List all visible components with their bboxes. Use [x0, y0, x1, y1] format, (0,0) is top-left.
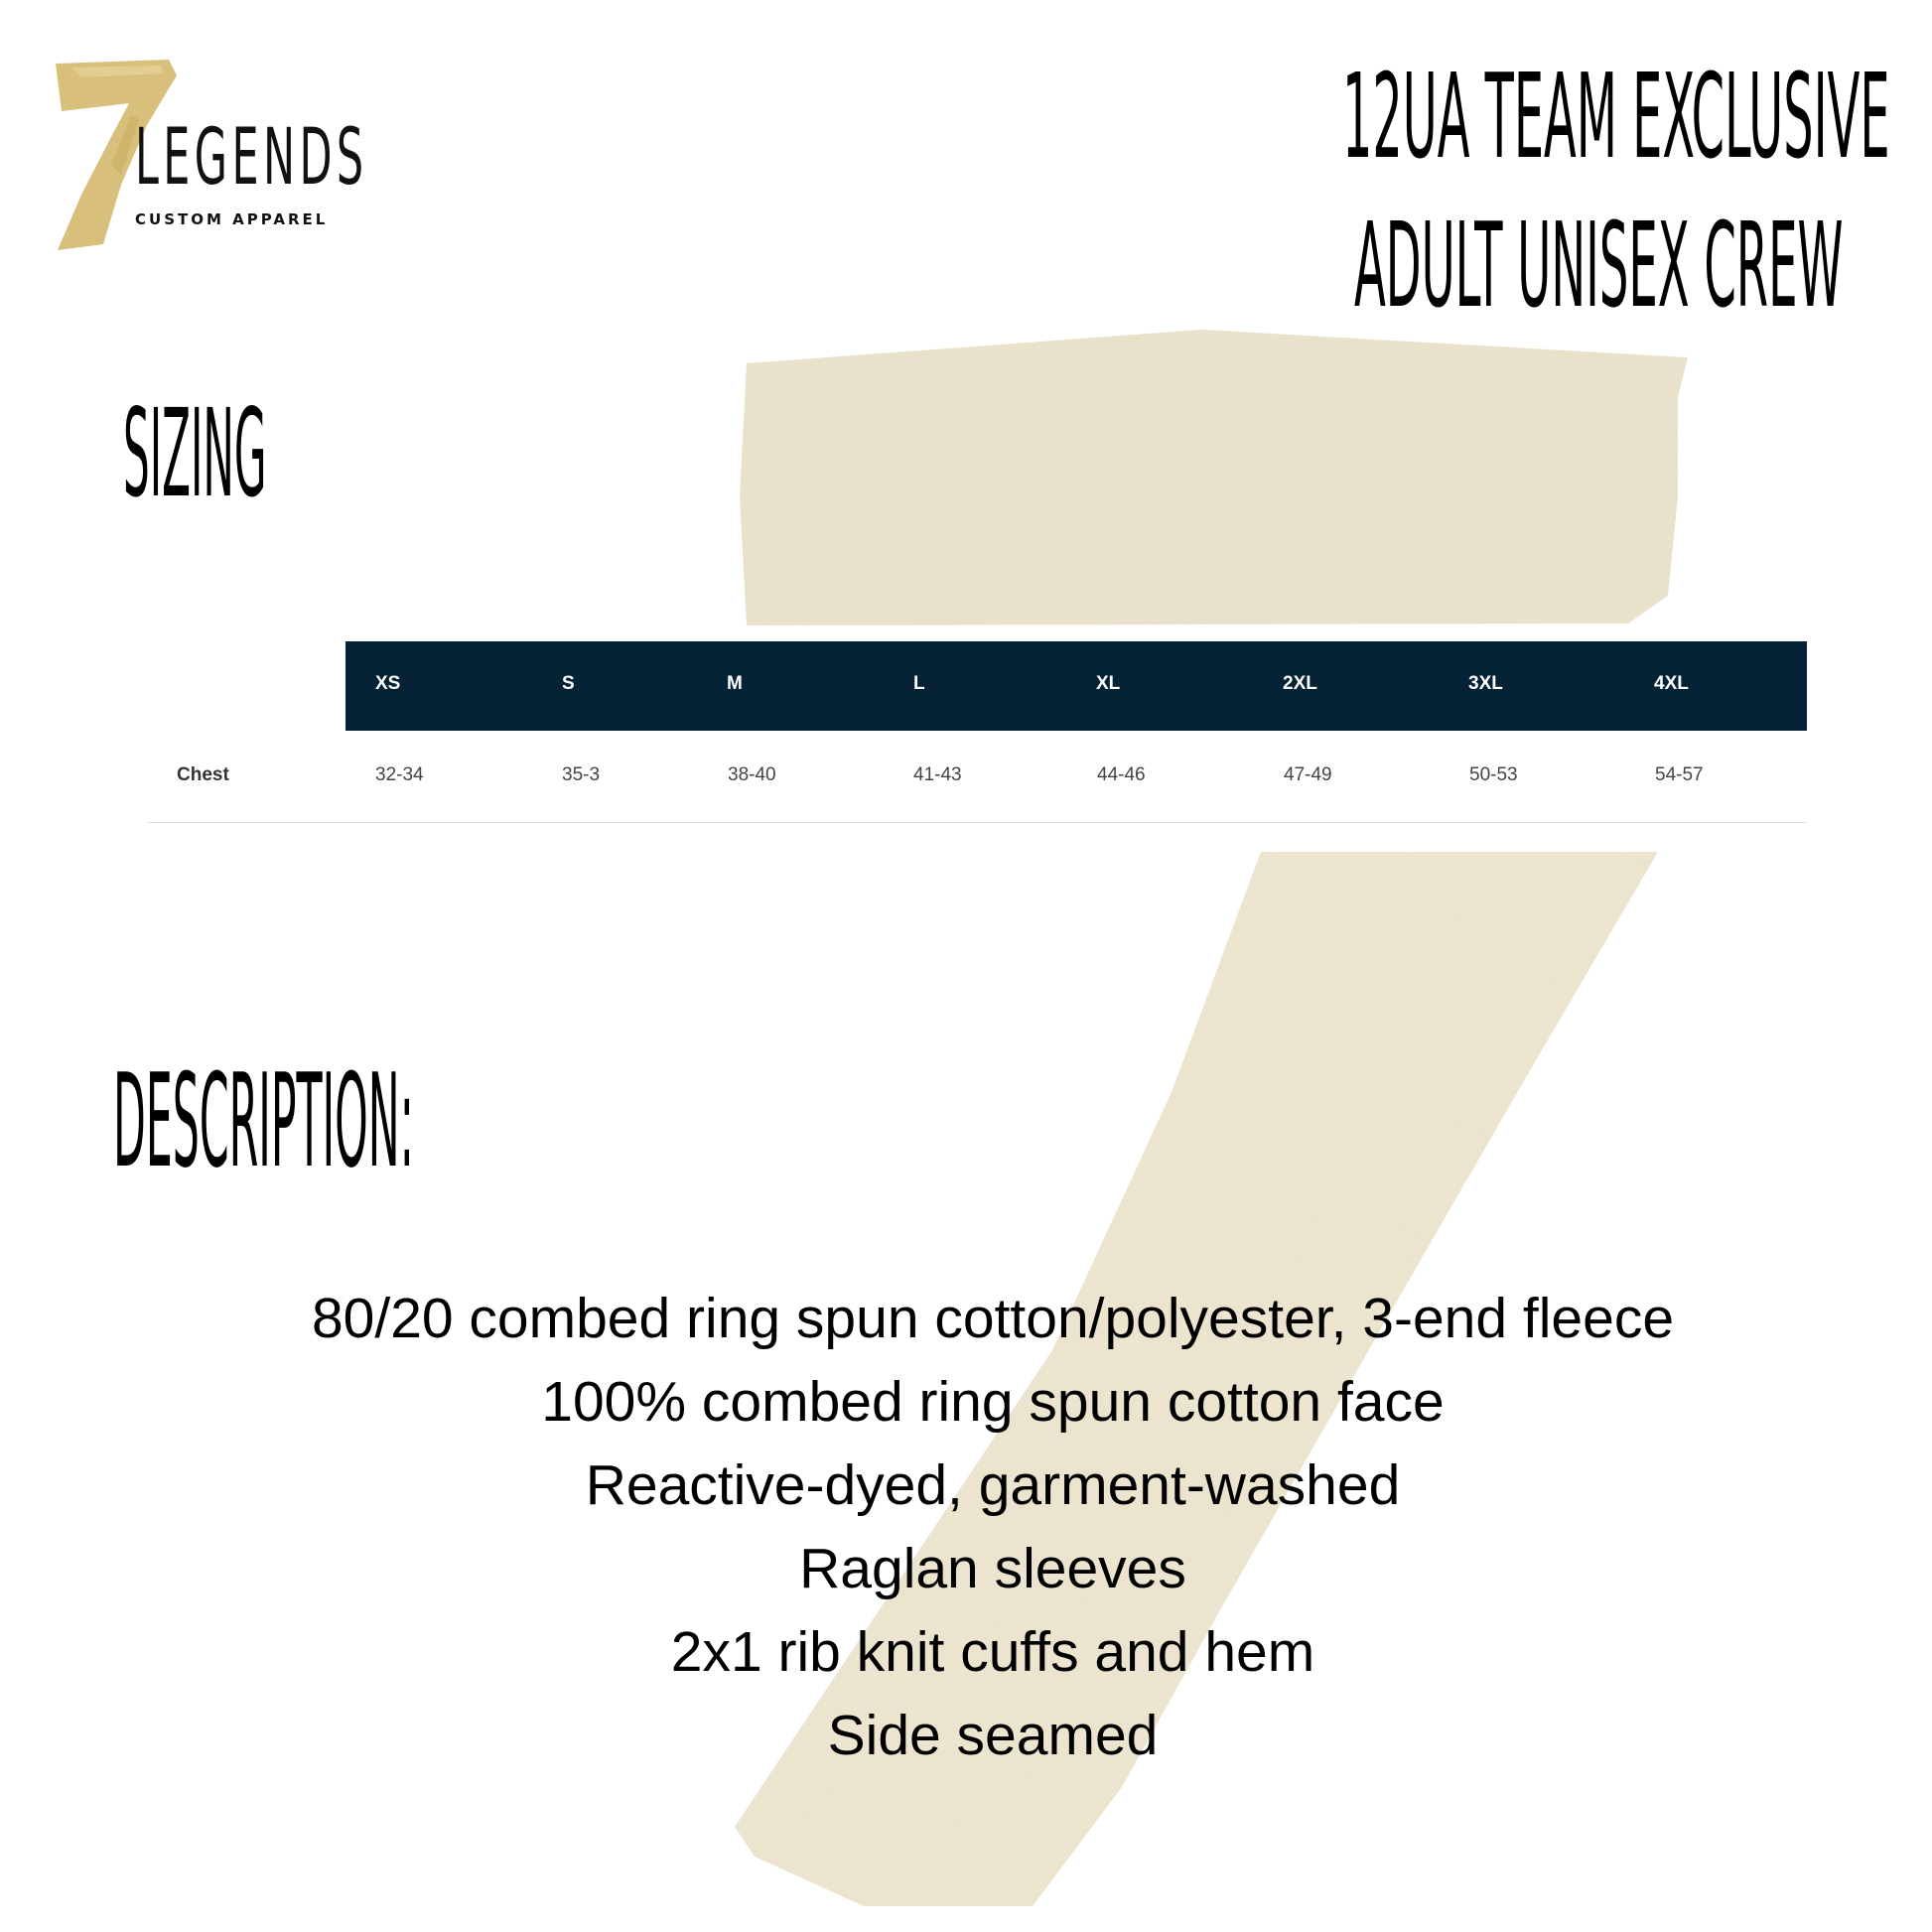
- product-title-line-2: ADULT UNISEX CREW: [1354, 197, 1844, 334]
- chest-value-2xl: 47-49: [1284, 764, 1332, 785]
- chest-value-s: 35-3: [562, 764, 601, 785]
- size-column-3xl: 3XL: [1468, 673, 1503, 694]
- chest-value-xs: 32-34: [375, 764, 424, 785]
- description-line: Side seamed: [827, 1704, 1159, 1767]
- chest-value-3xl: 50-53: [1469, 764, 1518, 785]
- description-line: 2x1 rib knit cuffs and hem: [670, 1620, 1315, 1684]
- description-line: Reactive-dyed, garment-washed: [585, 1453, 1401, 1517]
- product-title-line-1: 12UA TEAM EXCLUSIVE: [1342, 48, 1890, 185]
- size-column-xl: XL: [1096, 673, 1121, 694]
- size-column-2xl: 2XL: [1283, 673, 1317, 694]
- description-line: 80/20 combed ring spun cotton/polyester, 3-end fleece: [311, 1287, 1675, 1350]
- chest-value-l: 41-43: [913, 764, 962, 785]
- description-line: 100% combed ring spun cotton face: [541, 1370, 1445, 1434]
- chest-value-m: 38-40: [728, 764, 776, 785]
- brand-logo: [52, 56, 368, 264]
- size-column-l: L: [913, 673, 925, 694]
- table-row-chest: [147, 731, 1807, 823]
- sizing-heading: SIZING: [123, 383, 267, 524]
- size-column-xs: XS: [375, 673, 401, 694]
- logo-wordmark: LEGENDS: [135, 113, 368, 203]
- size-column-s: S: [562, 673, 575, 694]
- logo-subtitle: CUSTOM APPAREL: [135, 210, 329, 228]
- brush-stroke-top: [740, 330, 1688, 625]
- row-label-chest: Chest: [177, 764, 229, 785]
- description-heading: DESCRIPTION:: [113, 1045, 414, 1196]
- size-column-4xl: 4XL: [1654, 673, 1689, 694]
- size-table-header: [345, 641, 1807, 731]
- size-column-m: M: [727, 673, 743, 694]
- description-line: Raglan sleeves: [799, 1537, 1186, 1600]
- chest-value-4xl: 54-57: [1655, 764, 1704, 785]
- chest-value-xl: 44-46: [1097, 764, 1146, 785]
- description-body: [0, 1277, 1932, 1777]
